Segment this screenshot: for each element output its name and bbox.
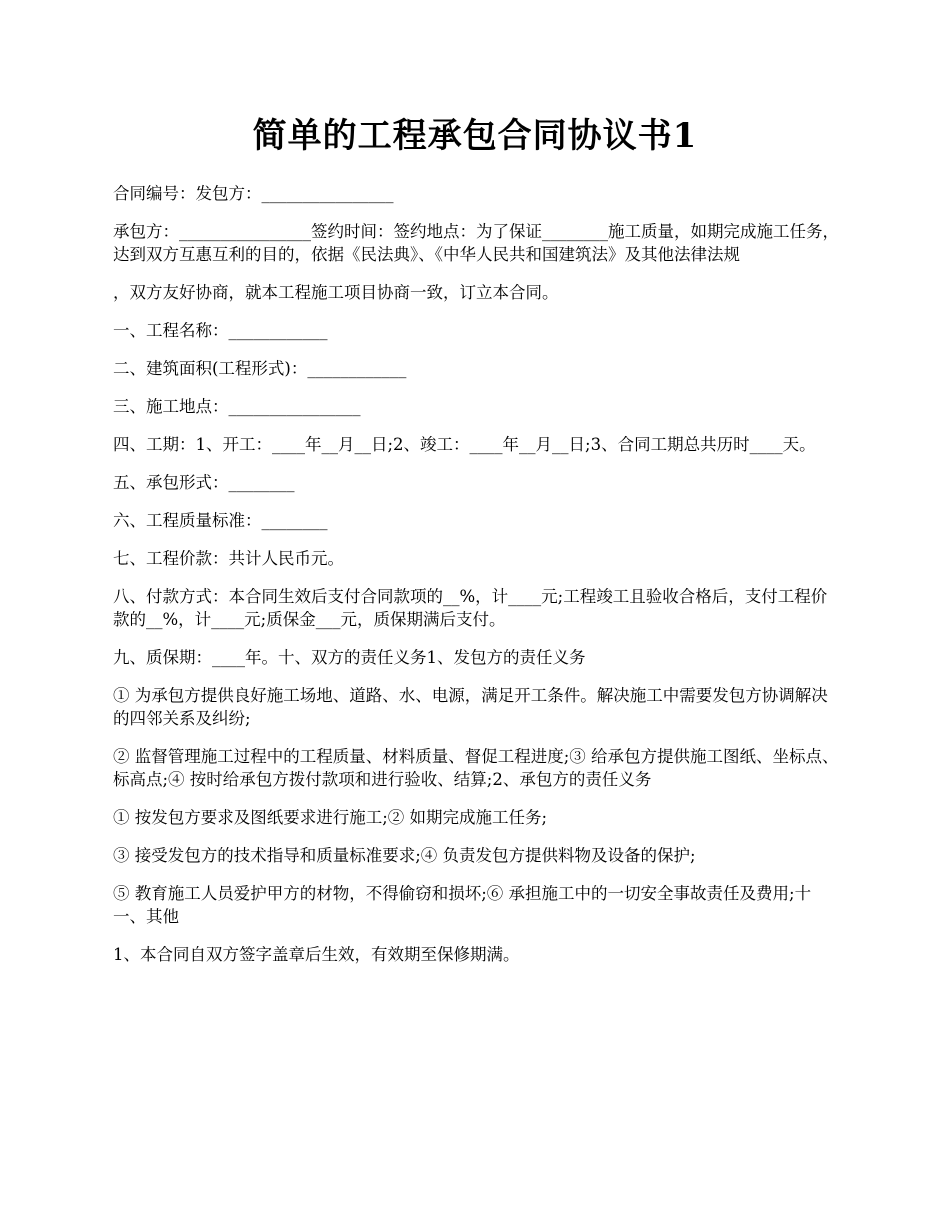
preamble-paragraph: 承包方：________________签约时间：签约地点：为了保证________施工质量，如期完成施工任务，达到双方互惠互利的目的，依据《民法典》、《中华人民共和国建筑法》及其他法律法规 — [113, 222, 839, 264]
clause-building-area: 二、建筑面积(工程形式)：____________ — [113, 359, 407, 378]
contractor-duty-3: ⑤ 教育施工人员爱护甲方的材物，不得偷窃和损坏;⑥ 承担施工中的一切安全事故责任及费用;十一、其他 — [113, 884, 812, 926]
clause-schedule: 四、工期：1、开工：____年__月__日;2、竣工：____年__月__日;3、合同工期总共历时____天。 — [113, 435, 816, 454]
clause-warranty: 九、质保期：____年。十、双方的责任义务1、发包方的责任义务 — [113, 648, 586, 667]
contract-number-line: 合同编号：发包方：________________ — [113, 184, 394, 203]
contractor-duty-1: ① 按发包方要求及图纸要求进行施工;② 如期完成施工任务; — [113, 808, 548, 827]
preamble-continuation: ，双方友好协商，就本工程施工项目协商一致，订立本合同。 — [113, 283, 559, 302]
clause-project-name: 一、工程名称：____________ — [113, 321, 328, 340]
contractor-duty-2: ③ 接受发包方的技术指导和质量标准要求;④ 负责发包方提供料物及设备的保护; — [113, 846, 696, 865]
clause-construction-site: 三、施工地点：________________ — [113, 397, 361, 416]
clause-price: 七、工程价款：共计人民币元。 — [113, 549, 344, 568]
clause-contract-form: 五、承包形式：________ — [113, 473, 295, 492]
document-title: 简单的工程承包合同协议书1 — [252, 116, 698, 156]
clause-quality-standard: 六、工程质量标准：________ — [113, 511, 328, 530]
employer-duty-2: ② 监督管理施工过程中的工程质量、材料质量、督促工程进度;③ 给承包方提供施工图纸、坐标点、标高点;④ 按时给承包方拨付款项和进行验收、结算;2、承包方的责任义务 — [113, 747, 839, 789]
clause-effective: 1、本合同自双方签字盖章后生效，有效期至保修期满。 — [113, 945, 520, 964]
clause-payment: 八、付款方式：本合同生效后支付合同款项的__%，计____元;工程竣工且验收合格后，支付工程价款的__%，计____元;质保金___元，质保期满后支付。 — [113, 587, 828, 629]
employer-duty-1: ① 为承包方提供良好施工场地、道路、水、电源，满足开工条件。解决施工中需要发包方协调解决的四邻关系及纠纷; — [113, 686, 828, 728]
document-body — [113, 182, 843, 981]
